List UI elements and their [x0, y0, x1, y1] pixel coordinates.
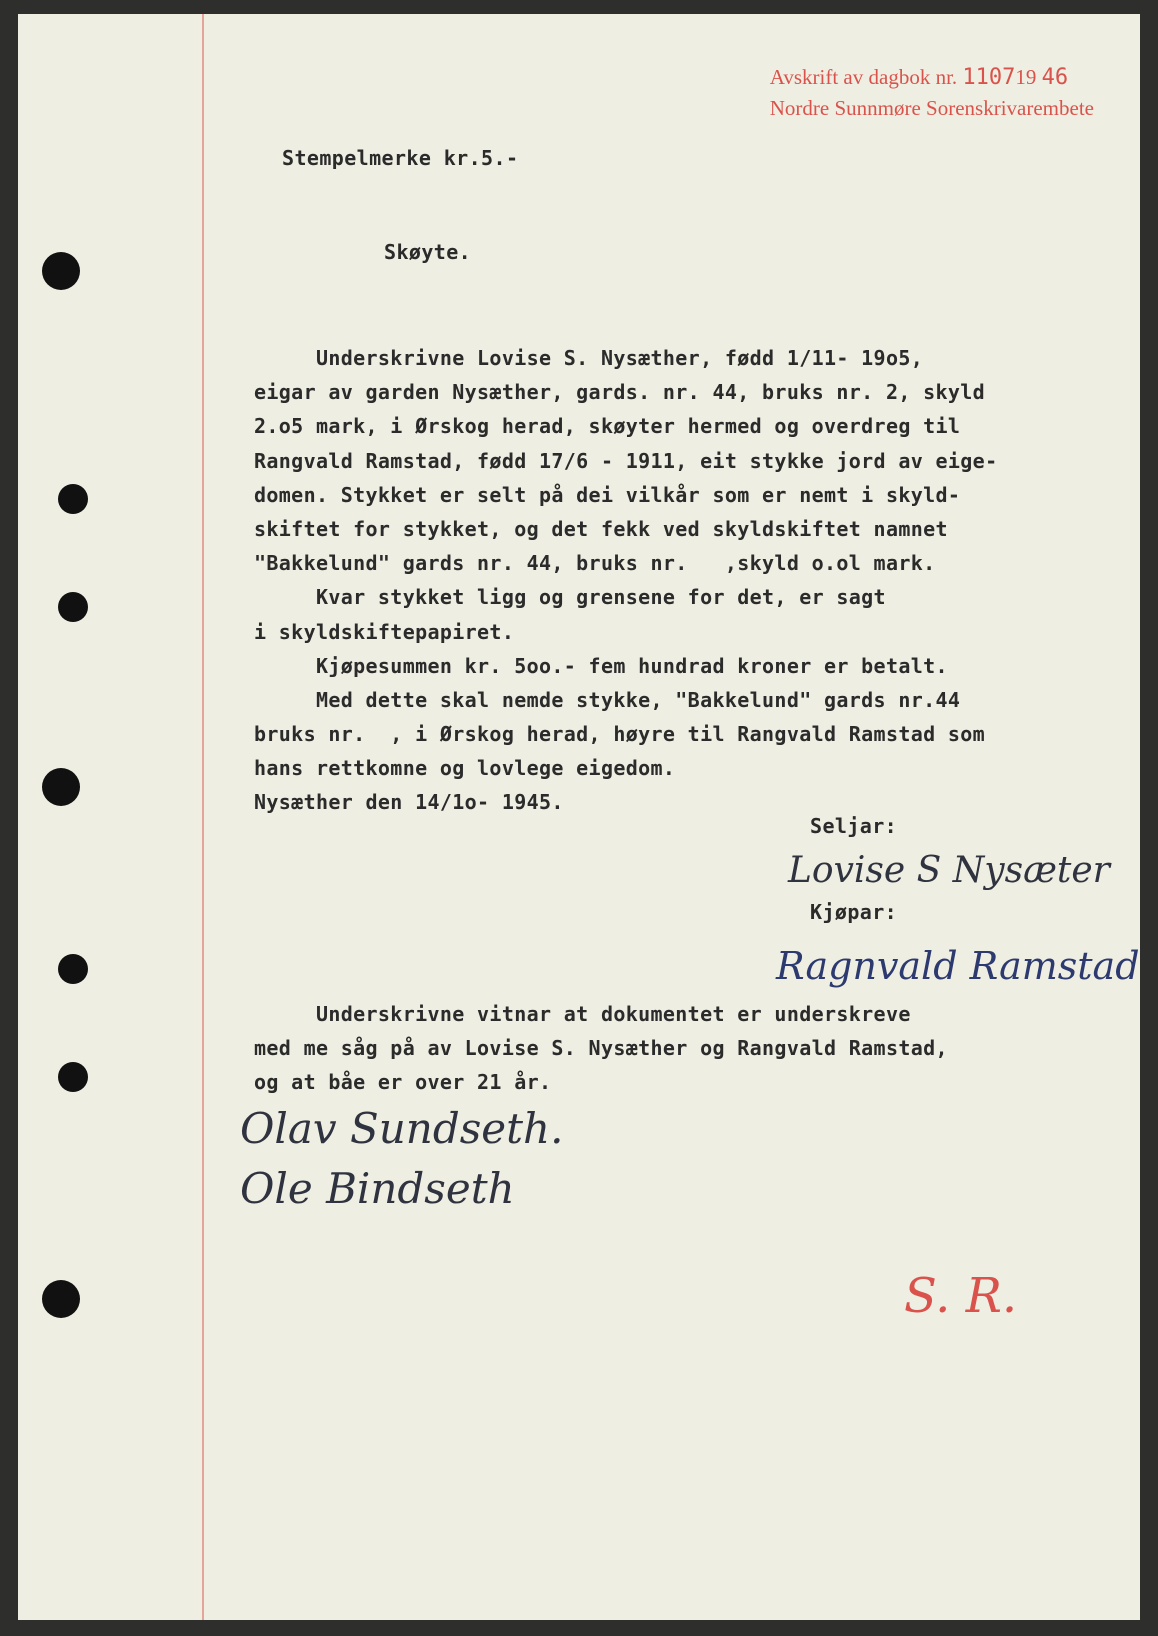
deed-body — [254, 346, 997, 825]
registry-year: 46 — [1041, 65, 1069, 90]
punch-hole — [42, 768, 80, 806]
punch-hole — [58, 1062, 88, 1092]
stamp-fee-line: Stempelmerke kr.5.- — [282, 146, 519, 170]
body-line: Kjøpesummen kr. 5oo.- fem hundrad kroner er betalt. — [254, 653, 948, 678]
registry-prefix: Avskrift av dagbok nr. — [769, 65, 958, 89]
body-line: Kvar stykket ligg og grensene for det, er sagt — [254, 585, 886, 610]
body-line: bruks nr. , i Ørskog herad, høyre til Rangvald Ramstad som — [254, 722, 986, 747]
witness-signature: Olav Sundseth. — [240, 1104, 564, 1153]
body-line: domen. Stykket er selt på dei vilkår som er nemt i skyld- — [254, 482, 961, 507]
document-page — [18, 14, 1140, 1620]
punch-hole — [58, 954, 88, 984]
seller-label: Seljar: — [810, 814, 898, 838]
registry-stamp — [770, 62, 1094, 123]
punch-hole — [58, 484, 88, 514]
body-line: Nysæther den 14/1o- 1945. — [254, 790, 564, 815]
punch-hole — [58, 592, 88, 622]
document-title: Skøyte. — [384, 240, 472, 264]
body-line: eigar av garden Nysæther, gards. nr. 44, bruks nr. 2, skyld — [254, 380, 986, 405]
body-line: Rangvald Ramstad, fødd 17/6 - 1911, eit stykke jord av eige- — [254, 448, 998, 473]
body-line: i skyldskiftepapiret. — [254, 619, 515, 644]
punch-hole — [42, 1280, 80, 1318]
seller-signature: Lovise S Nysæter — [788, 850, 1110, 891]
witness-signature: Ole Bindseth — [240, 1164, 515, 1213]
witness-line: Underskrivne vitnar at dokumentet er underskreve — [254, 1002, 911, 1026]
body-line: Underskrivne Lovise S. Nysæther, fødd 1/11- 19o5, — [254, 346, 924, 370]
body-line: 2.o5 mark, i Ørskog herad, skøyter hermed og overdreg til — [254, 414, 961, 439]
buyer-label: Kjøpar: — [810, 900, 898, 924]
body-line: Med dette skal nemde stykke, "Bakkelund" gards nr.44 — [254, 687, 961, 712]
body-line: hans rettkomne og lovlege eigedom. — [254, 756, 676, 781]
margin-line — [202, 14, 204, 1620]
registry-office: Nordre Sunnmøre Sorenskrivarembete — [769, 96, 1094, 120]
body-line: "Bakkelund" gards nr. 44, bruks nr. ,skyld o.ol mark. — [254, 551, 936, 576]
registry-number: 1107 — [962, 65, 1016, 90]
buyer-signature: Ragnvald Ramstad — [776, 944, 1140, 988]
body-line: skiftet for stykket, og det fekk ved skyldskiftet namnet — [254, 516, 948, 541]
witness-statement — [254, 1002, 948, 1105]
registry-line-1 — [770, 62, 1094, 93]
witness-line: og at båe er over 21 år. — [254, 1070, 552, 1095]
witness-line: med me såg på av Lovise S. Nysæther og Rangvald Ramstad, — [254, 1036, 948, 1061]
registry-year-prefix: 19 — [1015, 65, 1037, 89]
punch-hole — [42, 252, 80, 290]
clerk-initials: S. R. — [904, 1268, 1018, 1324]
